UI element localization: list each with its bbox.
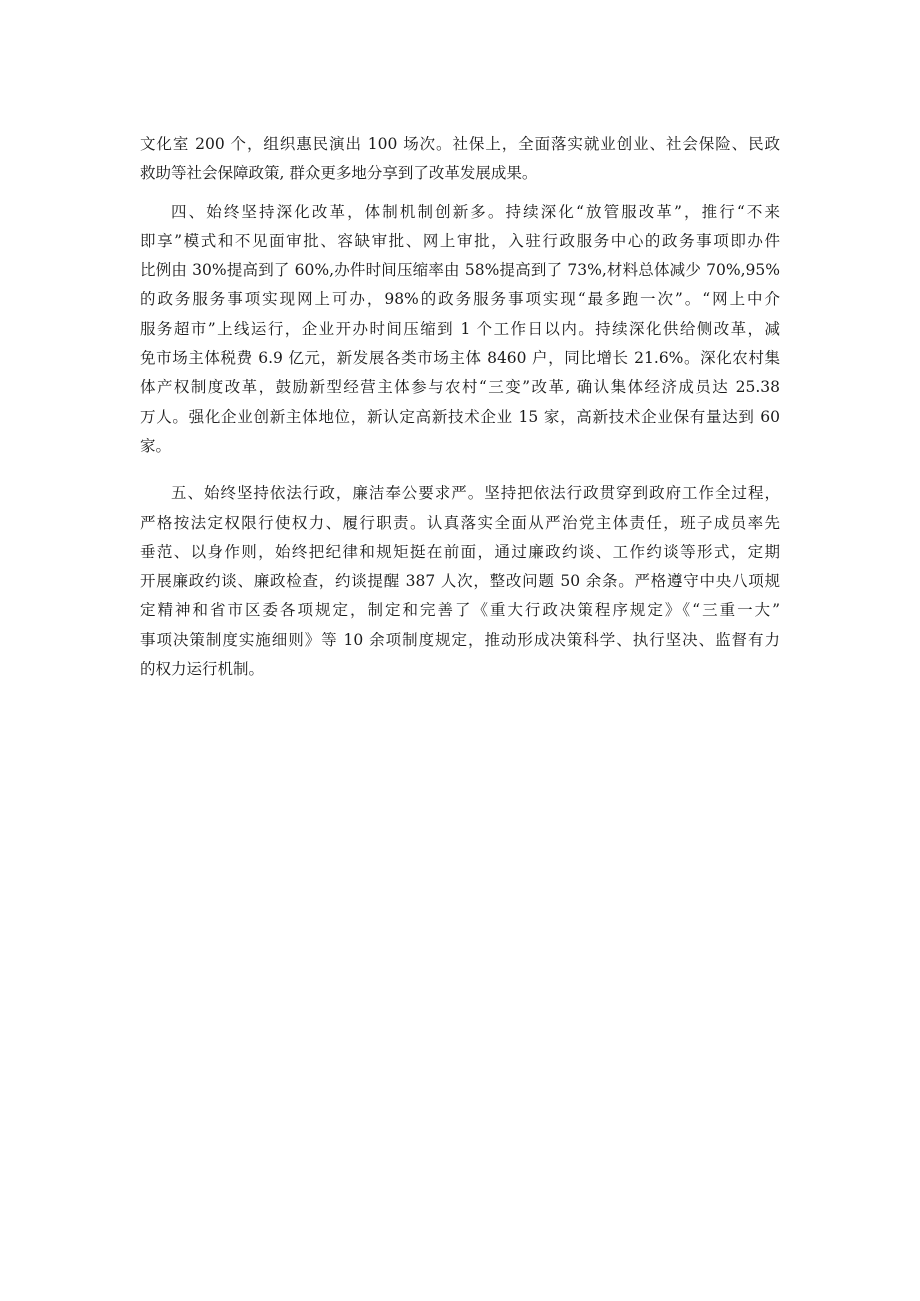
text-line: 免市场主体税费 6.9 亿元，新发展各类市场主体 8460 户，同比增长 21.6%。深化农村集 — [140, 349, 780, 368]
text-line: 服务超市”上线运行，企业开办时间压缩到 1 个工作日以内。持续深化供给侧改革，减 — [140, 319, 780, 338]
text-line: 万人。强化企业创新主体地位，新认定高新技术企业 15 家，高新技术企业保有量达到 60 — [140, 407, 780, 426]
text-line: 文化室 200 个，组织惠民演出 100 场次。社保上，全面落实就业创业、社会保险、民政 — [140, 135, 780, 153]
paragraph-continued — [140, 130, 780, 189]
text-line: 事项决策制度实施细则》等 10 余项制度规定，推动形成决策科学、执行坚决、监督有力 — [140, 630, 780, 649]
text-line: 的政务服务事项实现网上可办，98%的政务服务事项实现“最多跑一次”。“网上中介 — [140, 290, 780, 309]
text-line: 比例由 30%提高到了 60%,办件时间压缩率由 58%提高到了 73%,材料总体减少 70%,95% — [140, 261, 780, 280]
text-line: 开展廉政约谈、廉政检查，约谈提醒 387 人次，整改问题 50 余条。严格遵守中央八项规 — [140, 572, 780, 591]
paragraph-rule-of-law — [140, 479, 780, 684]
text-line: 垂范、以身作则，始终把纪律和规矩挺在前面，通过廉政约谈、工作约谈等形式，定期 — [140, 542, 780, 561]
text-line: 即享”模式和不见面审批、容缺审批、网上审批，入驻行政服务中心的政务事项即办件 — [140, 231, 780, 250]
text-line: 五、始终坚持依法行政，廉洁奉公要求严。坚持把依法行政贯穿到政府工作全过程， — [171, 484, 780, 503]
text-line: 定精神和省市区委各项规定，制定和完善了《重大行政决策程序规定》《“三重一大” — [140, 601, 780, 620]
text-line: 严格按法定权限行使权力、履行职责。认真落实全面从严治党主体责任，班子成员率先 — [140, 513, 780, 532]
text-line: 救助等社会保障政策, 群众更多地分享到了改革发展成果。 — [140, 164, 538, 183]
text-line: 的权力运行机制。 — [140, 660, 265, 679]
text-line: 体产权制度改革，鼓励新型经营主体参与农村“三变”改革, 确认集体经济成员达 25.38 — [140, 378, 780, 397]
document-body — [140, 130, 780, 684]
text-line: 四、始终坚持深化改革，体制机制创新多。持续深化“放管服改革”，推行“不来 — [171, 202, 780, 221]
text-line: 家。 — [140, 436, 172, 455]
paragraph-reform — [140, 198, 780, 462]
